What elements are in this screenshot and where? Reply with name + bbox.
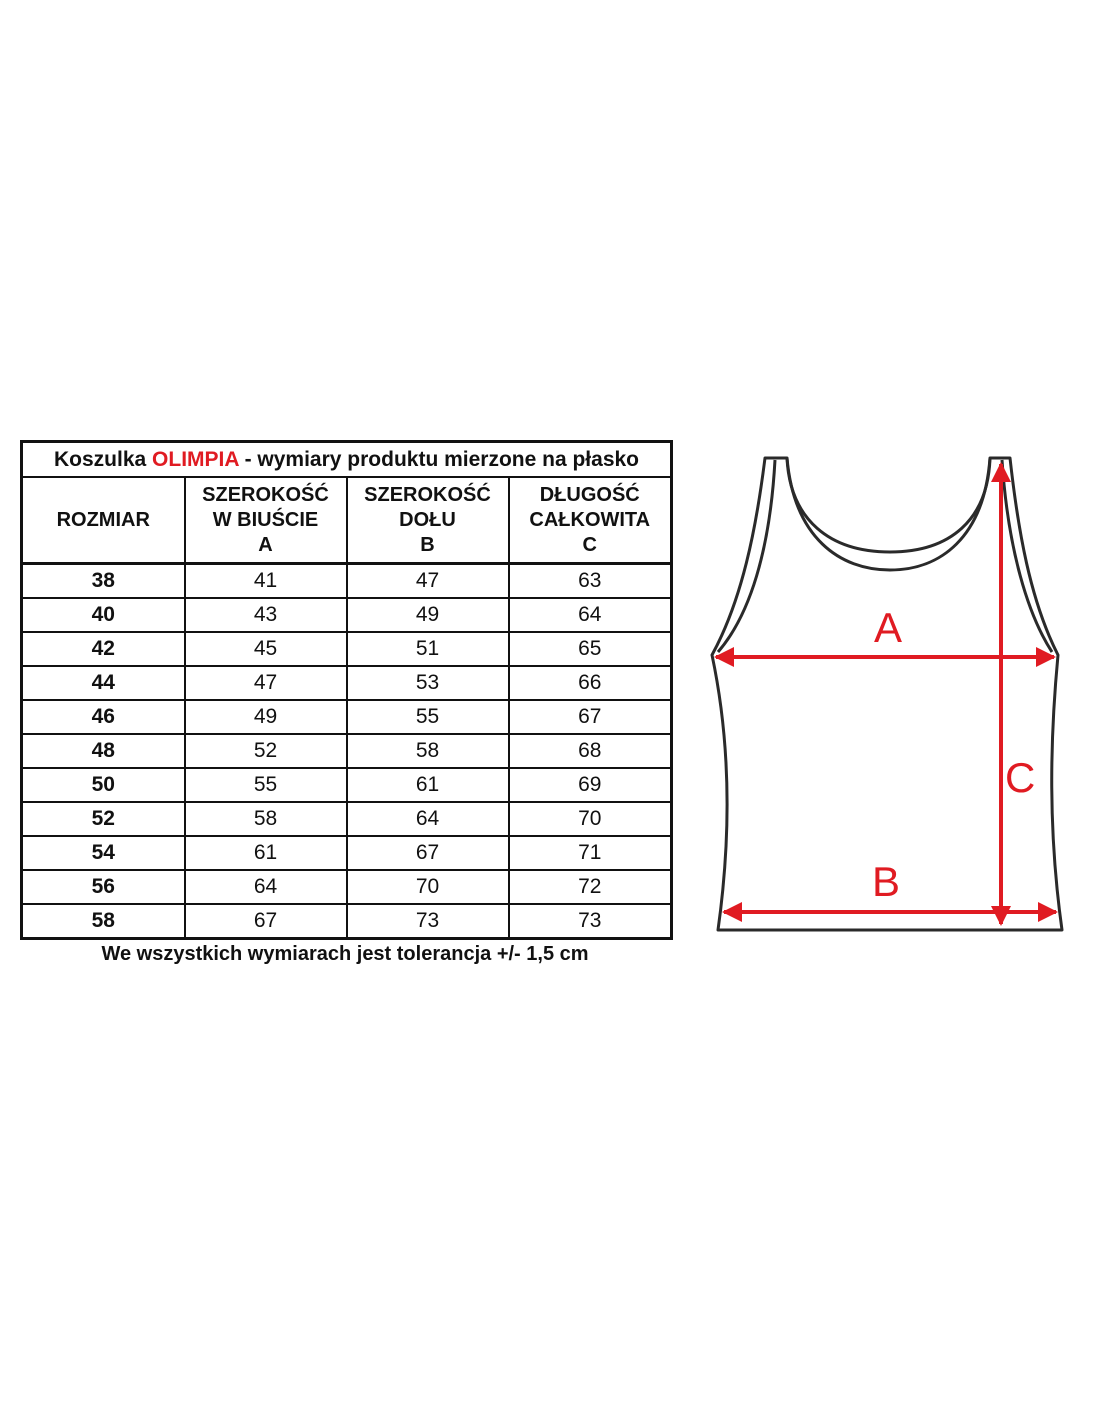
- header-line: DŁUGOŚĆ: [539, 483, 640, 506]
- bust-cell: 58: [185, 802, 347, 836]
- length-cell: 73: [509, 904, 672, 939]
- length-cell: 63: [509, 564, 672, 599]
- table-row: [22, 768, 672, 802]
- header-line: CAŁKOWITA: [529, 508, 651, 531]
- bottom-cell: 67: [347, 836, 509, 870]
- bottom-cell: 70: [347, 870, 509, 904]
- bottom-cell: 49: [347, 598, 509, 632]
- table-row: [22, 870, 672, 904]
- bust-cell: 45: [185, 632, 347, 666]
- length-cell: 68: [509, 734, 672, 768]
- table-row: [22, 802, 672, 836]
- size-cell: 44: [22, 666, 185, 700]
- bottom-cell: 64: [347, 802, 509, 836]
- table-title: [22, 442, 672, 478]
- length-cell: 67: [509, 700, 672, 734]
- bust-cell: 52: [185, 734, 347, 768]
- size-cell: 50: [22, 768, 185, 802]
- table-row: [22, 734, 672, 768]
- tank-top-svg: [690, 440, 1090, 950]
- table-title-row: [22, 442, 672, 478]
- bust-cell: 67: [185, 904, 347, 939]
- bust-cell: 43: [185, 598, 347, 632]
- bottom-cell: 73: [347, 904, 509, 939]
- length-cell: 69: [509, 768, 672, 802]
- table-row: [22, 632, 672, 666]
- header-line: W BIUŚCIE: [212, 508, 319, 531]
- length-cell: 66: [509, 666, 672, 700]
- size-cell: 48: [22, 734, 185, 768]
- brand-name: OLIMPIA: [152, 447, 239, 471]
- table-row: [22, 904, 672, 939]
- title-suffix: - wymiary produktu mierzone na płasko: [238, 447, 640, 471]
- header-total-length: [509, 477, 672, 564]
- dimension-c-label: C: [1005, 754, 1036, 801]
- header-line: SZEROKOŚĆ: [364, 483, 491, 506]
- length-cell: 65: [509, 632, 672, 666]
- bust-cell: 41: [185, 564, 347, 599]
- tolerance-note: We wszystkich wymiarach jest tolerancja +/- 1,5 cm: [101, 943, 589, 965]
- bust-cell: 49: [185, 700, 347, 734]
- dimension-b-label: B: [872, 858, 901, 905]
- size-cell: 46: [22, 700, 185, 734]
- size-cell: 54: [22, 836, 185, 870]
- bust-cell: 55: [185, 768, 347, 802]
- header-line: DOŁU: [399, 508, 456, 531]
- header-line: B: [420, 533, 435, 556]
- size-cell: 40: [22, 598, 185, 632]
- size-cell: 42: [22, 632, 185, 666]
- size-cell: 58: [22, 904, 185, 939]
- length-cell: 64: [509, 598, 672, 632]
- table-row: [22, 564, 672, 599]
- length-cell: 72: [509, 870, 672, 904]
- table-row: [22, 700, 672, 734]
- header-bust-width: [185, 477, 347, 564]
- header-bottom-width: [347, 477, 509, 564]
- title-prefix: Koszulka: [54, 447, 153, 471]
- header-line: SZEROKOŚĆ: [202, 483, 329, 506]
- bottom-cell: 55: [347, 700, 509, 734]
- bottom-cell: 58: [347, 734, 509, 768]
- bottom-cell: 51: [347, 632, 509, 666]
- length-cell: 70: [509, 802, 672, 836]
- table-row: [22, 598, 672, 632]
- tank-top-diagram: [690, 440, 1090, 950]
- table-row: [22, 666, 672, 700]
- bust-cell: 64: [185, 870, 347, 904]
- length-cell: 71: [509, 836, 672, 870]
- bust-cell: 47: [185, 666, 347, 700]
- bust-cell: 61: [185, 836, 347, 870]
- table-row: [22, 836, 672, 870]
- size-cell: 56: [22, 870, 185, 904]
- header-line: C: [582, 533, 597, 556]
- table-header-row: [22, 477, 672, 564]
- dimension-a-label: A: [874, 604, 903, 651]
- size-cell: 52: [22, 802, 185, 836]
- header-line: A: [258, 533, 273, 556]
- size-cell: 38: [22, 564, 185, 599]
- header-size: [22, 477, 185, 564]
- bottom-cell: 47: [347, 564, 509, 599]
- header-line: ROZMIAR: [56, 508, 150, 531]
- size-table: [20, 440, 673, 940]
- bottom-cell: 61: [347, 768, 509, 802]
- bottom-cell: 53: [347, 666, 509, 700]
